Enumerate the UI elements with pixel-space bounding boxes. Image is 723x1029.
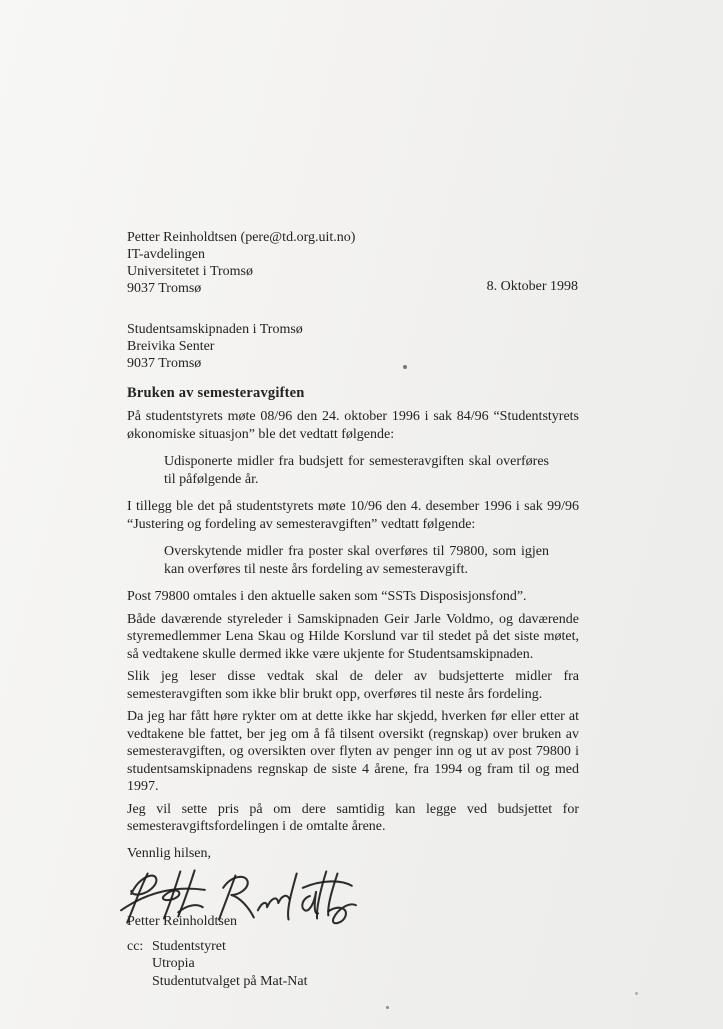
cc-item: Studentutvalget på Mat-Nat (152, 973, 308, 989)
paragraph: Post 79800 omtales i den aktuelle saken som “SSTs Disposisjonsfond”. (127, 589, 527, 604)
subject-line: Bruken av semesteravgiften (127, 385, 305, 401)
signature-name: Petter Reinholdtsen (127, 914, 238, 929)
paragraph: I tillegg ble det på studentstyrets møte 10/96 den 4. desember 1996 i sak 99/96 “Justering og fordeling av semesteravgiften” vedtatt følgende: (127, 499, 579, 532)
letter-date: 8. Oktober 1998 (486, 279, 578, 294)
scan-speck (403, 365, 407, 369)
sender-line: Petter Reinholdtsen (pere@td.org.uit.no) (127, 230, 356, 245)
cc-items (152, 938, 308, 991)
quoted-resolution: Overskytende midler fra poster skal overføres til 79800, som igjen kan overføres til neste års fordeling av semesteravgift. (164, 544, 549, 577)
sender-line: 9037 Tromsø (127, 281, 202, 296)
cc-item: Utropia (152, 956, 195, 971)
recipient-line: Studentsamskipnaden i Tromsø (127, 322, 303, 337)
quoted-resolution: Udisponerte midler fra budsjett for semesteravgiften skal overføres til påfølgende år. (164, 454, 549, 487)
scan-speck (386, 1006, 389, 1009)
signature-area (127, 867, 579, 913)
paragraph: På studentstyrets møte 08/96 den 24. oktober 1996 i sak 84/96 “Studentstyrets økonomiske situasjon” ble det vedtatt følgende: (127, 409, 579, 442)
recipient-address-block (127, 321, 579, 372)
cc-item: Studentstyret (152, 938, 226, 954)
paragraph: Slik jeg leser disse vedtak skal de deler av budsjetterte midler fra semesteravgiften som ikke blir brukt opp, overføres til neste års fordeling. (127, 669, 579, 702)
recipient-line: Breivika Senter (127, 339, 215, 354)
paragraph: Både daværende styreleder i Samskipnaden Geir Jarle Voldmo, og daværende styremedlemmer Lena Skau og Hilde Korslund var til stedet på det siste møtet, så vedtakene skulle dermed ikke være ukjente for Studentsamskipnaden. (127, 611, 579, 662)
sender-line: Universitetet i Tromsø (127, 264, 254, 279)
sender-line: IT-avdelingen (127, 247, 206, 262)
cc-block (127, 938, 579, 991)
handwritten-signature (117, 863, 362, 929)
cc-label: cc: (127, 938, 144, 954)
closing-salutation: Vennlig hilsen, (127, 845, 211, 861)
paragraph: Jeg vil sette pris på om dere samtidig kan legge ved budsjettet for semesteravgiftsfordelingen i de omtalte årene. (127, 801, 579, 834)
recipient-line: 9037 Tromsø (127, 356, 202, 371)
letter-body (127, 403, 579, 990)
paragraph: Da jeg har fått høre rykter om at dette ikke har skjedd, hverken før eller etter at vedtakene ble fattet, ber jeg om å få tilsent oversikt (regnskap) over bruken av semesteravgiften, og oversikten over flyten av penger inn og ut av post 79800 i studentsamskipnadens regnskap de siste 4 årene, fra 1994 og fram til og med 1997. (127, 709, 579, 794)
scan-speck (635, 992, 638, 995)
